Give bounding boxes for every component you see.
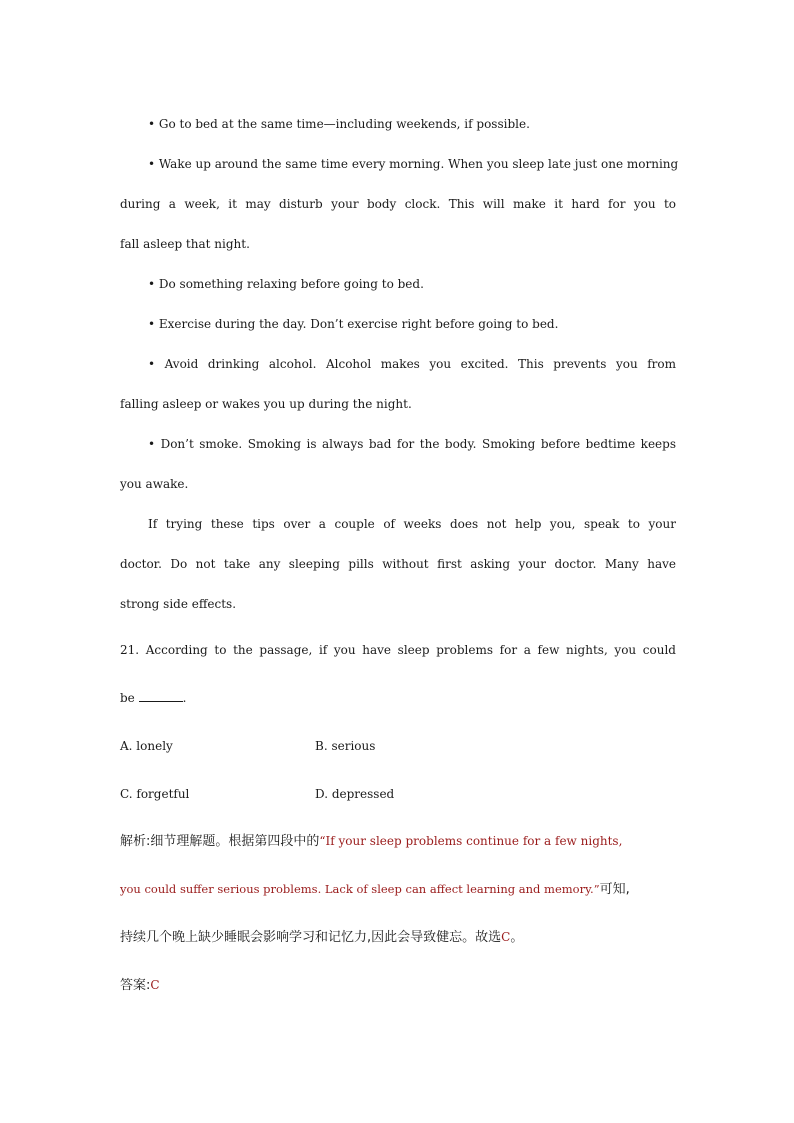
closing-line-2: doctor. Do not take any sleeping pills without first asking your doctor. Many have — [120, 557, 676, 571]
option-b: B. serious — [315, 739, 376, 753]
analysis-chosen-answer: C — [501, 930, 511, 944]
question-stem-suffix: . — [182, 691, 187, 705]
answer-line — [120, 977, 676, 994]
tip-exercise: • Exercise during the day. Don’t exercise right before going to bed. — [148, 317, 559, 331]
answer-label: 答案: — [120, 978, 151, 993]
closing-line-3: strong side effects. — [120, 597, 237, 611]
analysis-line-1 — [120, 833, 680, 850]
tip-relaxing: • Do something relaxing before going to bed. — [148, 277, 424, 291]
answer-blank — [139, 690, 183, 702]
tip-alcohol-line-2: falling asleep or wakes you up during the night. — [120, 397, 412, 411]
tip-alcohol-line-1: • Avoid drinking alcohol. Alcohol makes you excited. This prevents you from — [148, 357, 676, 371]
question-stem-prefix: be — [120, 691, 135, 705]
tip-wake-up-line-3: fall asleep that night. — [120, 237, 250, 251]
option-d: D. depressed — [315, 787, 395, 801]
analysis-line-2 — [120, 881, 690, 898]
answer-value: C — [150, 978, 160, 992]
analysis-quote-part-2: you could suffer serious problems. Lack of sleep can affect learning and memory.” — [120, 882, 600, 896]
analysis-after-quote: 可知, — [599, 882, 630, 897]
tip-same-bedtime: • Go to bed at the same time—including weekends, if possible. — [148, 117, 530, 131]
analysis-label: 解析:细节理解题。根据第四段中的 — [120, 834, 320, 849]
tip-wake-up-line-2: during a week, it may disturb your body clock. This will make it hard for you to — [120, 197, 676, 211]
analysis-quote-part-1: “If your sleep problems continue for a few nights, — [319, 834, 623, 848]
analysis-line-3 — [120, 929, 676, 946]
option-a: A. lonely — [120, 739, 173, 753]
option-c: C. forgetful — [120, 787, 190, 801]
tip-smoke-line-1: • Don’t smoke. Smoking is always bad for the body. Smoking before bedtime keeps — [148, 437, 676, 451]
analysis-explanation: 持续几个晚上缺少睡眠会影响学习和记忆力,因此会导致健忘。故选 — [120, 930, 502, 945]
closing-line-1: If trying these tips over a couple of weeks does not help you, speak to your — [148, 517, 676, 531]
tip-smoke-line-2: you awake. — [120, 477, 189, 491]
question-stem-line-2 — [120, 690, 676, 706]
question-stem-line-1: 21. According to the passage, if you have sleep problems for a few nights, you could — [120, 643, 676, 657]
analysis-end-mark: 。 — [510, 930, 524, 945]
tip-wake-up-line-1: • Wake up around the same time every morning. When you sleep late just one morning — [148, 157, 679, 171]
